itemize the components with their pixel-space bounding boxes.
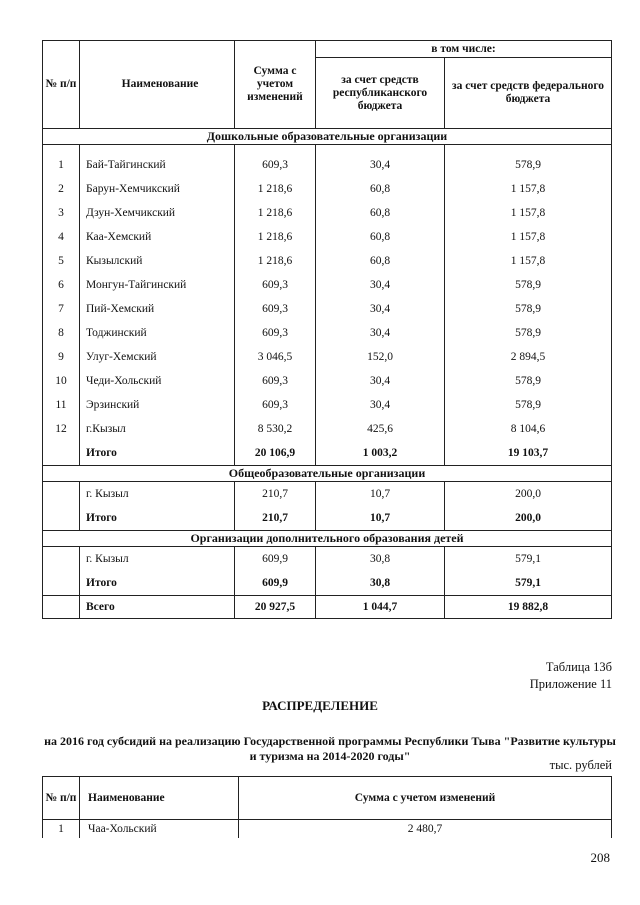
spacer-cell xyxy=(445,145,612,154)
table-row xyxy=(43,820,612,839)
cell-name: г. Кызыл xyxy=(80,482,235,507)
cell-federal: 578,9 xyxy=(445,369,612,393)
table-row xyxy=(43,547,612,572)
cell-num: 11 xyxy=(43,393,80,417)
cell-federal: 578,9 xyxy=(445,153,612,177)
header-federal: за счет средств федерального бюджета xyxy=(445,58,612,129)
cell-sum: 1 218,6 xyxy=(235,201,316,225)
subsidy-table-body xyxy=(43,129,612,619)
cell-sum: 609,3 xyxy=(235,321,316,345)
cell-sum: 609,3 xyxy=(235,393,316,417)
cell-republic: 30,8 xyxy=(316,547,445,572)
spacer-row xyxy=(43,145,612,154)
cell-republic: 30,4 xyxy=(316,153,445,177)
section-title: Дошкольные образовательные организации xyxy=(43,129,612,145)
cell-federal: 1 157,8 xyxy=(445,225,612,249)
spacer-cell xyxy=(80,145,235,154)
cell-name: Монгун-Тайгинский xyxy=(80,273,235,297)
table-row xyxy=(43,225,612,249)
table-row xyxy=(43,417,612,441)
cell-num xyxy=(43,547,80,572)
table-row xyxy=(43,273,612,297)
cell-name: г. Кызыл xyxy=(80,547,235,572)
t2-header-name: Наименование xyxy=(80,777,239,820)
cell-republic: 30,4 xyxy=(316,321,445,345)
cell-name: Кызылский xyxy=(80,249,235,273)
header-name: Наименование xyxy=(80,41,235,129)
header-republic: за счет средств республиканского бюджета xyxy=(316,58,445,129)
table-row xyxy=(43,482,612,507)
cell-federal: 1 157,8 xyxy=(445,201,612,225)
cell-name: Каа-Хемский xyxy=(80,225,235,249)
cell-sum: 609,9 xyxy=(235,571,316,596)
cell-federal: 19 882,8 xyxy=(445,596,612,619)
cell-num: 1 xyxy=(43,153,80,177)
subsidy-table xyxy=(42,40,612,619)
cell-sum: 210,7 xyxy=(235,482,316,507)
cell-republic: 152,0 xyxy=(316,345,445,369)
cell-num xyxy=(43,596,80,619)
section-title: Общеобразовательные организации xyxy=(43,466,612,482)
cell-name: Пий-Хемский xyxy=(80,297,235,321)
cell-federal: 578,9 xyxy=(445,321,612,345)
cell-republic: 30,4 xyxy=(316,393,445,417)
header-num: № п/п xyxy=(43,41,80,129)
cell-republic: 60,8 xyxy=(316,201,445,225)
table-row xyxy=(43,297,612,321)
cell-sum: 8 530,2 xyxy=(235,417,316,441)
spacer-cell xyxy=(235,145,316,154)
cell-federal: 578,9 xyxy=(445,393,612,417)
cell-num: 12 xyxy=(43,417,80,441)
cell-federal: 1 157,8 xyxy=(445,177,612,201)
cell-federal: 579,1 xyxy=(445,571,612,596)
cell-name: Улуг-Хемский xyxy=(80,345,235,369)
cell-federal: 578,9 xyxy=(445,273,612,297)
cell-num xyxy=(43,441,80,466)
table-row xyxy=(43,393,612,417)
cell-num: 2 xyxy=(43,177,80,201)
cell-num: 10 xyxy=(43,369,80,393)
cell-sum: 609,3 xyxy=(235,297,316,321)
t2-cell-name: Чаа-Хольский xyxy=(80,820,239,839)
cell-republic: 30,8 xyxy=(316,571,445,596)
table-row xyxy=(43,345,612,369)
cell-sum: 210,7 xyxy=(235,506,316,531)
t2-cell-num: 1 xyxy=(43,820,80,839)
cell-num: 4 xyxy=(43,225,80,249)
cell-sum: 1 218,6 xyxy=(235,225,316,249)
cell-federal: 578,9 xyxy=(445,297,612,321)
cell-republic: 30,4 xyxy=(316,369,445,393)
cell-name: Эрзинский xyxy=(80,393,235,417)
section-title: Организации дополнительного образования детей xyxy=(43,531,612,547)
spacer-cell xyxy=(43,145,80,154)
cell-num: 3 xyxy=(43,201,80,225)
t2-cell-sum: 2 480,7 xyxy=(239,820,612,839)
cell-num: 9 xyxy=(43,345,80,369)
cell-federal: 8 104,6 xyxy=(445,417,612,441)
cell-name: Бай-Тайгинский xyxy=(80,153,235,177)
grand-total-row xyxy=(43,596,612,619)
total-row xyxy=(43,571,612,596)
spacer-cell xyxy=(316,145,445,154)
culture-subsidy-table xyxy=(42,776,612,838)
appendix-number: Приложение 11 xyxy=(529,677,612,691)
table-row xyxy=(43,369,612,393)
cell-sum: 20 106,9 xyxy=(235,441,316,466)
cell-federal: 2 894,5 xyxy=(445,345,612,369)
cell-republic: 30,4 xyxy=(316,297,445,321)
cell-name: Тоджинский xyxy=(80,321,235,345)
document-subtitle: на 2016 год субсидий на реализацию Государственной программы Республики Тыва "Развитие культуры и туризма на 2014-2020 годы" xyxy=(44,734,616,763)
cell-num xyxy=(43,482,80,507)
document-title: РАСПРЕДЕЛЕНИЕ xyxy=(262,698,378,713)
table-row xyxy=(43,249,612,273)
section-row xyxy=(43,531,612,547)
cell-sum: 609,3 xyxy=(235,273,316,297)
cell-num: 5 xyxy=(43,249,80,273)
header-including: в том числе: xyxy=(316,41,612,58)
page-number: 208 xyxy=(590,850,610,865)
table-row xyxy=(43,321,612,345)
cell-sum: 20 927,5 xyxy=(235,596,316,619)
table-number: Таблица 13б xyxy=(545,660,612,674)
table-row xyxy=(43,153,612,177)
cell-num xyxy=(43,506,80,531)
t2-header-num: № п/п xyxy=(43,777,80,820)
cell-republic: 60,8 xyxy=(316,225,445,249)
section-row xyxy=(43,129,612,145)
cell-name: Дзун-Хемчикский xyxy=(80,201,235,225)
cell-num xyxy=(43,571,80,596)
cell-republic: 30,4 xyxy=(316,273,445,297)
t2-header-sum: Сумма с учетом изменений xyxy=(239,777,612,820)
section-row xyxy=(43,466,612,482)
cell-name: Барун-Хемчикский xyxy=(80,177,235,201)
cell-name: Итого xyxy=(80,441,235,466)
cell-name: Итого xyxy=(80,506,235,531)
cell-sum: 609,3 xyxy=(235,153,316,177)
cell-federal: 1 157,8 xyxy=(445,249,612,273)
cell-sum: 609,9 xyxy=(235,547,316,572)
table-row xyxy=(43,177,612,201)
cell-num: 8 xyxy=(43,321,80,345)
cell-num: 7 xyxy=(43,297,80,321)
cell-republic: 10,7 xyxy=(316,506,445,531)
cell-name: Чеди-Хольский xyxy=(80,369,235,393)
cell-republic: 1 003,2 xyxy=(316,441,445,466)
cell-federal: 19 103,7 xyxy=(445,441,612,466)
cell-republic: 10,7 xyxy=(316,482,445,507)
cell-federal: 200,0 xyxy=(445,482,612,507)
cell-republic: 60,8 xyxy=(316,249,445,273)
cell-sum: 1 218,6 xyxy=(235,177,316,201)
cell-name: Итого xyxy=(80,571,235,596)
table-row xyxy=(43,201,612,225)
total-row xyxy=(43,441,612,466)
total-row xyxy=(43,506,612,531)
header-sum: Сумма с учетом изменений xyxy=(235,41,316,129)
cell-republic: 425,6 xyxy=(316,417,445,441)
units-label: тыс. рублей xyxy=(549,758,612,772)
cell-republic: 60,8 xyxy=(316,177,445,201)
cell-name: Всего xyxy=(80,596,235,619)
cell-name: г.Кызыл xyxy=(80,417,235,441)
cell-sum: 3 046,5 xyxy=(235,345,316,369)
cell-federal: 579,1 xyxy=(445,547,612,572)
cell-num: 6 xyxy=(43,273,80,297)
cell-republic: 1 044,7 xyxy=(316,596,445,619)
cell-federal: 200,0 xyxy=(445,506,612,531)
cell-sum: 609,3 xyxy=(235,369,316,393)
cell-sum: 1 218,6 xyxy=(235,249,316,273)
